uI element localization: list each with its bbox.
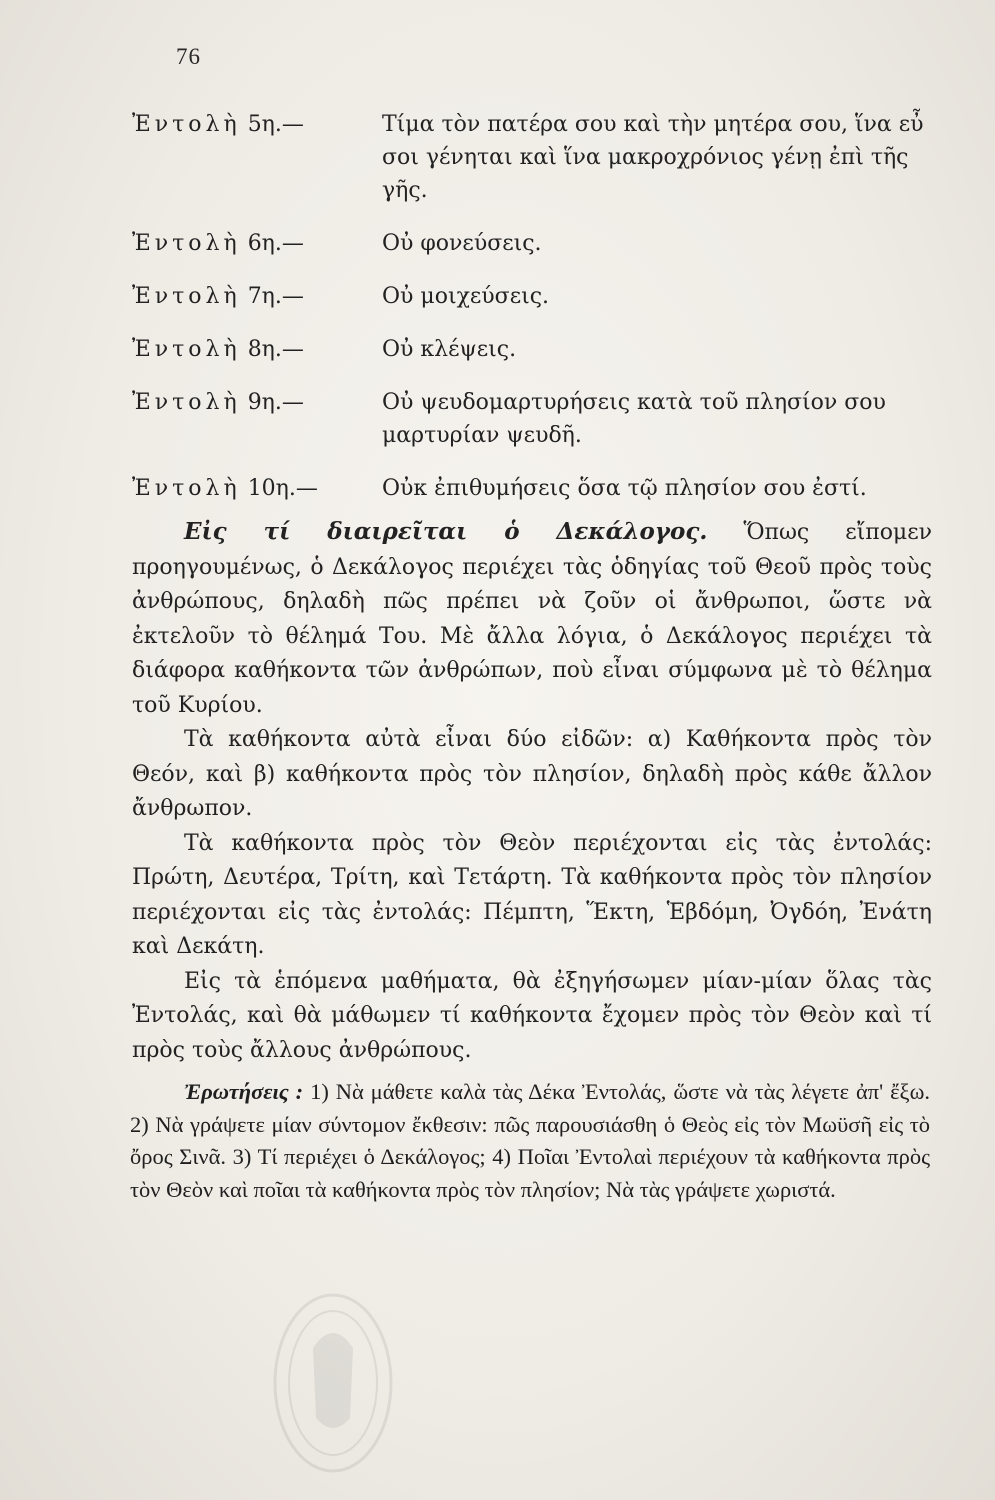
- section-paragraph-text: Ὅπως εἴπομεν προηγουμένως, ὁ Δεκάλογος περιέχει τὰς ὁδηγίας τοῦ Θεοῦ πρὸς τοὺς ἀνθρώπους, δηλαδὴ πῶς πρέπει νὰ ζοῦν οἱ ἄνθρωποι, ὥστε νὰ ἐκτελοῦν τὸ θέλημά Του. Μὲ ἄλλα λόγια, ὁ Δεκάλογος περιέχει τὰ διάφορα καθήκοντα τῶν ἀνθρώπων, ποὺ εἶναι σύμφωνα μὲ τὸ θέλημα τοῦ Κυρίου.: [132, 520, 933, 718]
- commandment-text: Οὐ μοιχεύσεις.: [382, 284, 550, 309]
- commandment-number: 8η.—: [247, 337, 304, 362]
- commandment-label: [132, 472, 382, 505]
- section-paragraph: [132, 515, 932, 723]
- section-paragraph: Τὰ καθήκοντα αὐτὰ εἶναι δύο εἰδῶν: α) Καθήκοντα πρὸς τὸν Θεόν, καὶ β) καθήκοντα πρὸς τὸν πλησίον, δηλαδὴ πρὸς κάθε ἄλλον ἄνθρωπον.: [132, 727, 932, 821]
- commandment-5: [132, 108, 947, 207]
- commandment-number: 5η.—: [247, 112, 304, 137]
- commandment-word: Ἐντολὴ: [132, 337, 241, 362]
- commandment-text: Οὐ κλέψεις.: [382, 337, 517, 362]
- library-stamp-icon: [268, 1288, 398, 1478]
- commandment-number: 6η.—: [247, 231, 304, 256]
- commandment-label: [132, 108, 382, 207]
- commandment-word: Ἐντολὴ: [132, 284, 241, 309]
- section-heading: Εἰς τί διαιρεῖται ὁ Δεκάλογος.: [184, 518, 708, 545]
- commandment-text: Οὐ φονεύσεις.: [382, 231, 542, 256]
- questions-text: 1) Νὰ μάθετε καλὰ τὰς Δέκα Ἐντολάς, ὥστε νὰ τὰς λέγετε ἀπ' ἔξω. 2) Νὰ γράψετε μίαν σύντομον ἔκθεσιν: πῶς παρουσιάσθη ὁ Θεὸς εἰς τὸν Μωϋσῆ εἰς τὸ ὄρος Σινᾶ. 3) Τί περιέχει ὁ Δεκάλογος; 4) Ποῖαι Ἐντολαὶ περιέχουν τὰ καθήκοντα πρὸς τὸν Θεὸν καὶ ποῖαι τὰ καθήκοντα πρὸς τὸν πλησίον; Νὰ τὰς γράψετε χωριστά.: [130, 1079, 931, 1202]
- commandment-6: [132, 227, 947, 260]
- commandment-9: [132, 386, 947, 452]
- commandment-label: [132, 333, 382, 366]
- commandment-text: Οὐκ ἐπιθυμήσεις ὅσα τῷ πλησίον σου ἐστί.: [382, 476, 867, 501]
- commandment-number: 7η.—: [247, 284, 304, 309]
- commandment-label: [132, 386, 382, 452]
- questions-paragraph: [130, 1076, 930, 1206]
- commandment-10: [132, 472, 947, 505]
- commandment-word: Ἐντολὴ: [132, 390, 241, 415]
- commandments-list: [132, 108, 947, 525]
- commandment-text: Οὐ ψευδομαρτυρήσεις κατὰ τοῦ πλησίον σου μαρτυρίαν ψευδῆ.: [382, 390, 886, 448]
- commandment-number: 10η.—: [247, 476, 318, 501]
- section-paragraph: Τὰ καθήκοντα πρὸς τὸν Θεὸν περιέχονται εἰς τὰς ἐντολάς: Πρώτη, Δευτέρα, Τρίτη, καὶ Τετάρτη. Τὰ καθήκοντα πρὸς τὸν πλησίον περιέχονται εἰς τὰς ἐντολάς: Πέμπτη, Ἕκτη, Ἑβδόμη, Ὀγδόη, Ἐνάτη καὶ Δεκάτη.: [132, 830, 932, 959]
- commandment-7: [132, 280, 947, 313]
- commandment-word: Ἐντολὴ: [132, 231, 241, 256]
- decalogue-division-section: [132, 515, 932, 1068]
- commandment-number: 9η.—: [247, 390, 304, 415]
- commandment-8: [132, 333, 947, 366]
- commandment-label: [132, 227, 382, 260]
- commandment-word: Ἐντολὴ: [132, 112, 241, 137]
- page-number: 76: [176, 44, 201, 69]
- questions-section: [130, 1076, 930, 1206]
- commandment-word: Ἐντολὴ: [132, 476, 241, 501]
- commandment-text: Τίμα τὸν πατέρα σου καὶ τὴν μητέρα σου, ἵνα εὖ σοι γένηται καὶ ἵνα μακροχρόνιος γένῃ ἐπὶ τῆς γῆς.: [382, 112, 924, 203]
- section-paragraph: Εἰς τὰ ἑπόμενα μαθήματα, θὰ ἐξηγήσωμεν μίαν-μίαν ὅλας τὰς Ἐντολάς, καὶ θὰ μάθωμεν τί καθήκοντα ἔχομεν πρὸς τὸν Θεὸν καὶ τί πρὸς τοὺς ἄλλους ἀνθρώπους.: [132, 968, 932, 1063]
- commandment-label: [132, 280, 382, 313]
- questions-label: Ἐρωτήσεις :: [184, 1079, 304, 1104]
